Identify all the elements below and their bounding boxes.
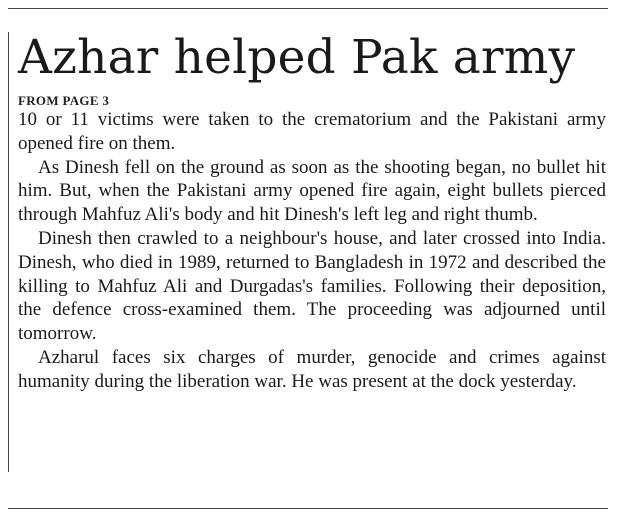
- left-rule: [8, 32, 9, 472]
- article-paragraph-1: 10 or 11 victims were taken to the crematorium and the Pakistani army opened fire on them.: [18, 109, 606, 154]
- article-paragraph-3: Dinesh then crawled to a neighbour's house, and later crossed into India. Dinesh, who died in 1989, returned to Bangladesh in 1972 and described the killing to Mahfuz Ali and Durgadas's families. Following their deposition, the defence cross-examined them. The proceeding was adjourned until tomorrow.: [18, 227, 606, 345]
- bottom-rule: [8, 508, 608, 509]
- article-paragraph-2: As Dinesh fell on the ground as soon as the shooting began, no bullet hit him. But, when the Pakistani army opened fire again, eight bullets pierced through Mahfuz Ali's body and hit Dinesh's left leg and right thumb.: [18, 156, 606, 226]
- jump-line: FROM PAGE 3: [18, 93, 110, 108]
- article-headline: Azhar helped Pak army: [18, 30, 576, 85]
- top-rule: [8, 8, 608, 9]
- news-article: [18, 27, 606, 394]
- article-paragraph-4: Azharul faces six charges of murder, genocide and crimes against humanity during the liberation war. He was present at the dock yesterday.: [18, 346, 606, 392]
